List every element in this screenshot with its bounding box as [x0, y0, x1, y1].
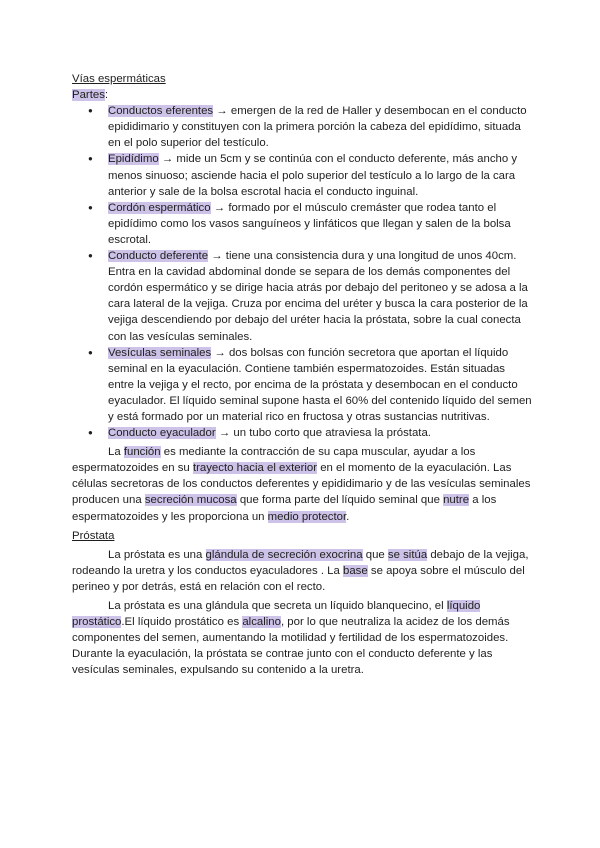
partes-label: Partes	[72, 89, 105, 102]
text-run: La próstata es una	[108, 548, 206, 561]
highlight-funcion: función	[123, 446, 161, 459]
text-run: es mediante la contracción de su capa muscular, ayudar a los espermatozoides en su	[72, 446, 476, 475]
arrow-icon: →	[210, 201, 229, 214]
item-term: Conductos eferentes	[108, 105, 214, 118]
partes-colon: :	[104, 89, 109, 102]
arrow-icon: →	[208, 250, 226, 263]
highlight-alcalino: alcalino	[242, 616, 281, 629]
highlight-secrecion-mucosa: secreción mucosa	[144, 494, 237, 507]
list-item-epididimo	[72, 151, 532, 199]
text-run: se apoya sobre el músculo del perineo y por detrás, está en relación con el recto.	[72, 564, 525, 593]
highlight-liquido-prostatico: líquido prostático	[72, 600, 481, 629]
paragraph-prostata-situacion	[72, 547, 532, 595]
text-run: .El líquido prostático es	[121, 616, 243, 629]
text-run: , por lo que neutraliza la acidez de los demás componentes del semen, aumentando la motilidad y fertilidad de los espermatozoides. Durante la eyaculación, la próstata se contrae junto con el conducto deferente y las vesículas seminales, expulsando su contenido a la uretra.	[72, 616, 510, 677]
arrow-icon: →	[215, 427, 234, 440]
arrow-icon: →	[213, 105, 231, 118]
section-title-vias-espermaticas: Vías espermáticas	[72, 73, 166, 85]
highlight-trayecto: trayecto hacia el exterior	[192, 462, 318, 475]
list-item-vesiculas-seminales	[72, 345, 532, 425]
item-text: formado por el músculo cremáster que rodea tanto el epidídimo como los vasos sanguíneos y linfáticos que llegan y salen de la bolsa escrotal.	[108, 201, 511, 246]
paragraph-liquido-prostatico	[72, 598, 532, 678]
item-term: Epidídimo	[108, 153, 159, 166]
partes-list	[72, 103, 532, 441]
item-text: un tubo corto que atraviesa la próstata.	[233, 427, 431, 440]
highlight-nutre: nutre	[443, 494, 470, 507]
item-text: dos bolsas con función secretora que aportan el líquido seminal en la eyaculación. Contiene también espermatozoides. Están situadas entre la vejiga y el recto, por encima de la próstata y desembocan en el conducto eyaculador. El líquido seminal supone hasta el 60% del contenido líquido del semen y está formado por un material rico en fructosa y otras sustancias nutritivas.	[108, 346, 532, 423]
arrow-icon: →	[158, 153, 177, 166]
text-run: a los espermatozoides y les proporciona un	[72, 494, 497, 523]
list-item-cordon-espermatico	[72, 200, 532, 248]
item-term: Vesículas seminales	[108, 346, 212, 359]
item-term: Cordón espermático	[108, 201, 211, 214]
list-item-conducto-deferente	[72, 248, 532, 345]
item-term: Conducto deferente	[108, 250, 209, 263]
arrow-icon: →	[211, 346, 229, 359]
highlight-se-situa: se sitúa	[387, 548, 428, 561]
list-item-conductos-eferentes	[72, 103, 532, 151]
item-text: mide un 5cm y se continúa con el conducto deferente, más ancho y menos sinuoso; asciende hacia el polo superior del testículo a lo largo de la cara anterior y sale de la bolsa escrotal hacia el conducto inguinal.	[108, 153, 518, 198]
text-run: que	[362, 548, 388, 561]
item-text: emergen de la red de Haller y desembocan en el conducto epididimario y constituyen con la primera porción la cabeza del epidídimo, situada en el polo superior del testículo.	[108, 105, 527, 150]
highlight-glandula-exocrina: glándula de secreción exocrina	[205, 548, 363, 561]
text-run: La	[108, 446, 124, 459]
highlight-base: base	[343, 564, 368, 577]
item-text: tiene una consistencia dura y una longitud de unos 40cm. Entra en la cavidad abdominal donde se separa de los demás componentes del cordón espermático y se dirige hacia atrás por debajo del peritoneo y se adosa a la cara lateral de la vejiga. Cruza por encima del uréter y busca la cara posterior de la vejiga descendiendo por debajo del uréter hacia la próstata, sobre la cual conecta con las vesículas seminales.	[108, 250, 528, 343]
text-run: debajo de la vejiga, rodeando la uretra y los conductos eyaculadores . La	[72, 548, 529, 577]
text-run: .	[346, 510, 350, 523]
document-page	[72, 71, 532, 678]
paragraph-funcion	[72, 444, 532, 524]
text-run: que forma parte del líquido seminal que	[236, 494, 444, 507]
section-title-prostata: Próstata	[72, 529, 115, 542]
list-item-conducto-eyaculador	[72, 425, 532, 441]
highlight-medio-protector: medio protector	[267, 510, 347, 523]
text-run: en el momento de la eyaculación. Las células secretoras de los conductos deferentes y epididimario y de las vesículas seminales producen una	[72, 462, 531, 507]
partes-line	[72, 87, 532, 103]
text-run: La próstata es una glándula que secreta un líquido blanquecino, el	[108, 600, 447, 612]
item-term: Conducto eyaculador	[108, 427, 216, 440]
